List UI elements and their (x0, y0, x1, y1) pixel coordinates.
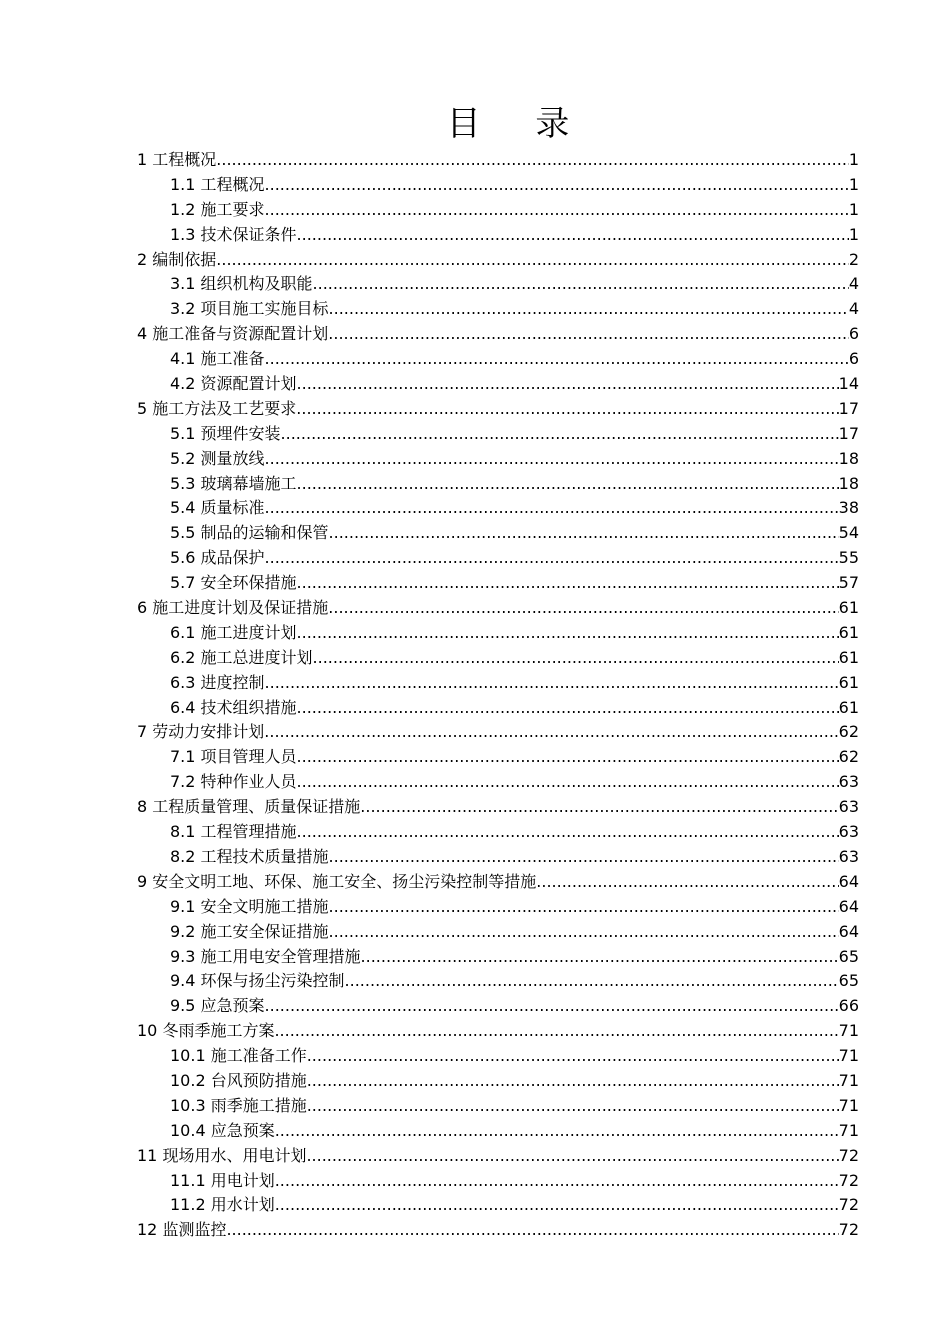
toc-entry[interactable] (137, 322, 859, 347)
toc-entry-page-number: 14 (838, 374, 859, 394)
toc-entry-page-number: 72 (838, 1220, 859, 1240)
toc-entry-label: 5.5 制品的运输和保管 (170, 523, 329, 543)
toc-entry-page-number: 57 (838, 573, 859, 593)
toc-entry[interactable] (137, 895, 859, 920)
toc-entry[interactable] (137, 969, 859, 994)
toc-entry[interactable] (137, 671, 859, 696)
toc-entry-label: 6.3 进度控制 (170, 672, 265, 692)
toc-entry-page-number: 71 (838, 1095, 859, 1115)
toc-dot-leader (226, 1218, 838, 1243)
toc-entry-label: 5.1 预埋件安装 (170, 423, 281, 443)
toc-entry-page-number: 1 (848, 150, 859, 169)
toc-entry-page-number: 54 (838, 523, 859, 543)
toc-entry[interactable] (137, 372, 859, 397)
toc-entry[interactable] (137, 447, 859, 472)
toc-entry-label: 1.1 工程概况 (170, 174, 265, 194)
toc-dot-leader (265, 546, 839, 571)
toc-dot-leader (306, 1144, 838, 1169)
toc-entry[interactable] (137, 272, 859, 297)
toc-dot-leader (329, 920, 839, 945)
toc-entry[interactable] (137, 845, 859, 870)
toc-entry[interactable] (137, 621, 859, 646)
toc-entry[interactable] (137, 1069, 859, 1094)
toc-entry-page-number: 64 (838, 871, 859, 891)
toc-entry[interactable] (137, 795, 859, 820)
toc-entry-page-number: 55 (838, 548, 859, 568)
toc-entry[interactable] (137, 1144, 859, 1169)
toc-entry[interactable] (137, 496, 859, 521)
toc-entry-label: 6.2 施工总进度计划 (170, 647, 313, 667)
toc-entry-page-number: 61 (838, 647, 859, 667)
toc-entry[interactable] (137, 745, 859, 770)
toc-entry-page-number: 6 (848, 349, 859, 369)
toc-entry-label: 6.4 技术组织措施 (170, 697, 297, 717)
toc-dot-leader (329, 845, 839, 870)
toc-entry-page-number: 4 (848, 299, 859, 319)
toc-dot-leader (297, 571, 839, 596)
toc-entry-label: 11.2 用水计划 (170, 1195, 275, 1215)
toc-entry-label: 9 安全文明工地、环保、施工安全、扬尘污染控制等措施 (137, 871, 537, 891)
toc-entry-label: 5.3 玻璃幕墙施工 (170, 473, 297, 493)
toc-entry[interactable] (137, 198, 859, 223)
toc-entry-label: 7.2 特种作业人员 (170, 772, 297, 792)
toc-entry-page-number: 1 (848, 174, 859, 194)
toc-entry-label: 5.6 成品保护 (170, 548, 265, 568)
toc-entry-page-number: 71 (838, 1120, 859, 1140)
toc-entry-page-number: 71 (838, 1021, 859, 1041)
toc-dot-leader (361, 945, 839, 970)
toc-entry-page-number: 1 (848, 224, 859, 244)
toc-dot-leader (265, 198, 849, 223)
toc-dot-leader (345, 969, 839, 994)
toc-entry-label: 2 编制依据 (137, 249, 217, 269)
toc-entry-label: 6.1 施工进度计划 (170, 622, 297, 642)
toc-entry-page-number: 38 (838, 498, 859, 518)
toc-entry[interactable] (137, 148, 859, 173)
toc-entry-label: 1.2 施工要求 (170, 199, 265, 219)
toc-entry-page-number: 72 (838, 1195, 859, 1215)
toc-dot-leader (297, 223, 849, 248)
toc-dot-leader (307, 1044, 839, 1069)
toc-entry-label: 3.1 组织机构及职能 (170, 274, 313, 294)
toc-entry-label: 1 工程概况 (137, 150, 217, 169)
toc-entry-page-number: 61 (838, 697, 859, 717)
toc-entry[interactable] (137, 720, 859, 745)
toc-dot-leader (296, 397, 838, 422)
toc-entry-label: 10.3 雨季施工措施 (170, 1095, 307, 1115)
toc-entry[interactable] (137, 1193, 859, 1218)
toc-entry[interactable] (137, 920, 859, 945)
toc-entry-page-number: 62 (838, 722, 859, 742)
toc-entry-label: 3.2 项目施工实施目标 (170, 299, 329, 319)
toc-entry-label: 11.1 用电计划 (170, 1170, 275, 1190)
toc-dot-leader (297, 472, 839, 497)
toc-entry-label: 12 监测监控 (137, 1220, 227, 1240)
toc-entry-page-number: 4 (848, 274, 859, 294)
toc-entry-label: 4 施工准备与资源配置计划 (137, 324, 329, 344)
toc-entry-label: 5.7 安全环保措施 (170, 573, 297, 593)
toc-dot-leader (328, 596, 838, 621)
toc-entry-page-number: 64 (838, 896, 859, 916)
toc-entry[interactable] (137, 223, 859, 248)
toc-dot-leader (329, 895, 839, 920)
toc-entry[interactable] (137, 297, 859, 322)
toc-entry[interactable] (137, 770, 859, 795)
toc-entry-page-number: 72 (838, 1170, 859, 1190)
toc-dot-leader (297, 745, 839, 770)
toc-entry-page-number: 17 (838, 398, 859, 418)
toc-dot-leader (329, 521, 839, 546)
toc-dot-leader (536, 870, 838, 895)
toc-entry[interactable] (137, 521, 859, 546)
toc-dot-leader (265, 173, 849, 198)
toc-entry-label: 5.2 测量放线 (170, 448, 265, 468)
toc-entry-label: 9.4 环保与扬尘污染控制 (170, 971, 345, 991)
toc-entry-page-number: 64 (838, 921, 859, 941)
page-title: 目 录 (446, 104, 592, 144)
toc-entry[interactable] (137, 820, 859, 845)
toc-dot-leader (307, 1094, 839, 1119)
toc-entry-label: 9.2 施工安全保证措施 (170, 921, 329, 941)
toc-entry[interactable] (137, 1044, 859, 1069)
toc-entry-page-number: 18 (838, 473, 859, 493)
toc-entry-page-number: 71 (838, 1046, 859, 1066)
toc-entry-page-number: 18 (838, 448, 859, 468)
toc-entry[interactable] (137, 397, 859, 422)
toc-entry[interactable] (137, 422, 859, 447)
toc-dot-leader (265, 347, 849, 372)
toc-entry[interactable] (137, 1169, 859, 1194)
toc-entry-label: 8 工程质量管理、质量保证措施 (137, 797, 361, 817)
toc-entry[interactable] (137, 173, 859, 198)
toc-entry-label: 5 施工方法及工艺要求 (137, 398, 297, 418)
toc-dot-leader (360, 795, 838, 820)
toc-entry[interactable] (137, 571, 859, 596)
toc-entry[interactable] (137, 1019, 859, 1044)
toc-dot-leader (216, 148, 849, 173)
toc-dot-leader (216, 248, 849, 273)
toc-entry[interactable] (137, 696, 859, 721)
toc-dot-leader (265, 447, 839, 472)
toc-entry-page-number: 61 (838, 672, 859, 692)
toc-entry-page-number: 63 (838, 772, 859, 792)
toc-entry-label: 6 施工进度计划及保证措施 (137, 598, 329, 618)
toc-entry-page-number: 63 (838, 846, 859, 866)
toc-entry-label: 7.1 项目管理人员 (170, 747, 297, 767)
toc-entry-label: 10.2 台风预防措施 (170, 1070, 307, 1090)
toc-entry-label: 7 劳动力安排计划 (137, 722, 265, 742)
toc-entry-label: 1.3 技术保证条件 (170, 224, 297, 244)
table-of-contents (137, 148, 859, 1243)
toc-entry-page-number: 63 (838, 797, 859, 817)
toc-dot-leader (265, 994, 839, 1019)
toc-entry[interactable] (137, 546, 859, 571)
toc-dot-leader (297, 820, 839, 845)
toc-dot-leader (297, 696, 839, 721)
toc-dot-leader (297, 770, 839, 795)
toc-entry-page-number: 63 (838, 822, 859, 842)
toc-entry[interactable] (137, 472, 859, 497)
toc-entry-page-number: 65 (838, 971, 859, 991)
toc-entry-page-number: 65 (838, 946, 859, 966)
toc-entry-page-number: 62 (838, 747, 859, 767)
toc-dot-leader (264, 720, 838, 745)
toc-entry-label: 9.3 施工用电安全管理措施 (170, 946, 361, 966)
toc-entry[interactable] (137, 1218, 859, 1243)
toc-dot-leader (313, 646, 839, 671)
toc-dot-leader (328, 322, 849, 347)
toc-entry-label: 8.2 工程技术质量措施 (170, 846, 329, 866)
toc-entry[interactable] (137, 646, 859, 671)
toc-entry-label: 10 冬雨季施工方案 (137, 1021, 275, 1041)
toc-entry-label: 5.4 质量标准 (170, 498, 265, 518)
toc-entry-label: 4.2 资源配置计划 (170, 374, 297, 394)
toc-entry-label: 10.4 应急预案 (170, 1120, 275, 1140)
toc-dot-leader (275, 1119, 839, 1144)
toc-dot-leader (307, 1069, 839, 1094)
toc-dot-leader (265, 496, 839, 521)
toc-entry-page-number: 66 (838, 996, 859, 1016)
toc-dot-leader (297, 372, 839, 397)
toc-dot-leader (275, 1169, 839, 1194)
toc-entry[interactable] (137, 596, 859, 621)
toc-entry-page-number: 6 (848, 324, 859, 344)
toc-dot-leader (274, 1019, 838, 1044)
toc-entry[interactable] (137, 1119, 859, 1144)
toc-entry-page-number: 2 (848, 249, 859, 269)
toc-dot-leader (265, 671, 839, 696)
toc-entry-page-number: 72 (838, 1145, 859, 1165)
toc-entry-page-number: 61 (838, 598, 859, 618)
toc-entry-label: 8.1 工程管理措施 (170, 822, 297, 842)
toc-entry-label: 10.1 施工准备工作 (170, 1046, 307, 1066)
toc-entry[interactable] (137, 248, 859, 273)
toc-entry-page-number: 71 (838, 1070, 859, 1090)
toc-dot-leader (297, 621, 839, 646)
toc-entry-label: 4.1 施工准备 (170, 349, 265, 369)
toc-entry[interactable] (137, 945, 859, 970)
toc-entry-page-number: 1 (848, 199, 859, 219)
toc-entry-label: 9.5 应急预案 (170, 996, 265, 1016)
toc-entry[interactable] (137, 994, 859, 1019)
toc-dot-leader (329, 297, 849, 322)
toc-dot-leader (281, 422, 839, 447)
toc-entry[interactable] (137, 870, 859, 895)
toc-entry[interactable] (137, 347, 859, 372)
toc-entry-label: 11 现场用水、用电计划 (137, 1145, 307, 1165)
toc-entry-page-number: 61 (838, 622, 859, 642)
toc-entry-label: 9.1 安全文明施工措施 (170, 896, 329, 916)
toc-entry[interactable] (137, 1094, 859, 1119)
toc-entry-page-number: 17 (838, 423, 859, 443)
toc-dot-leader (313, 272, 849, 297)
toc-dot-leader (275, 1193, 839, 1218)
